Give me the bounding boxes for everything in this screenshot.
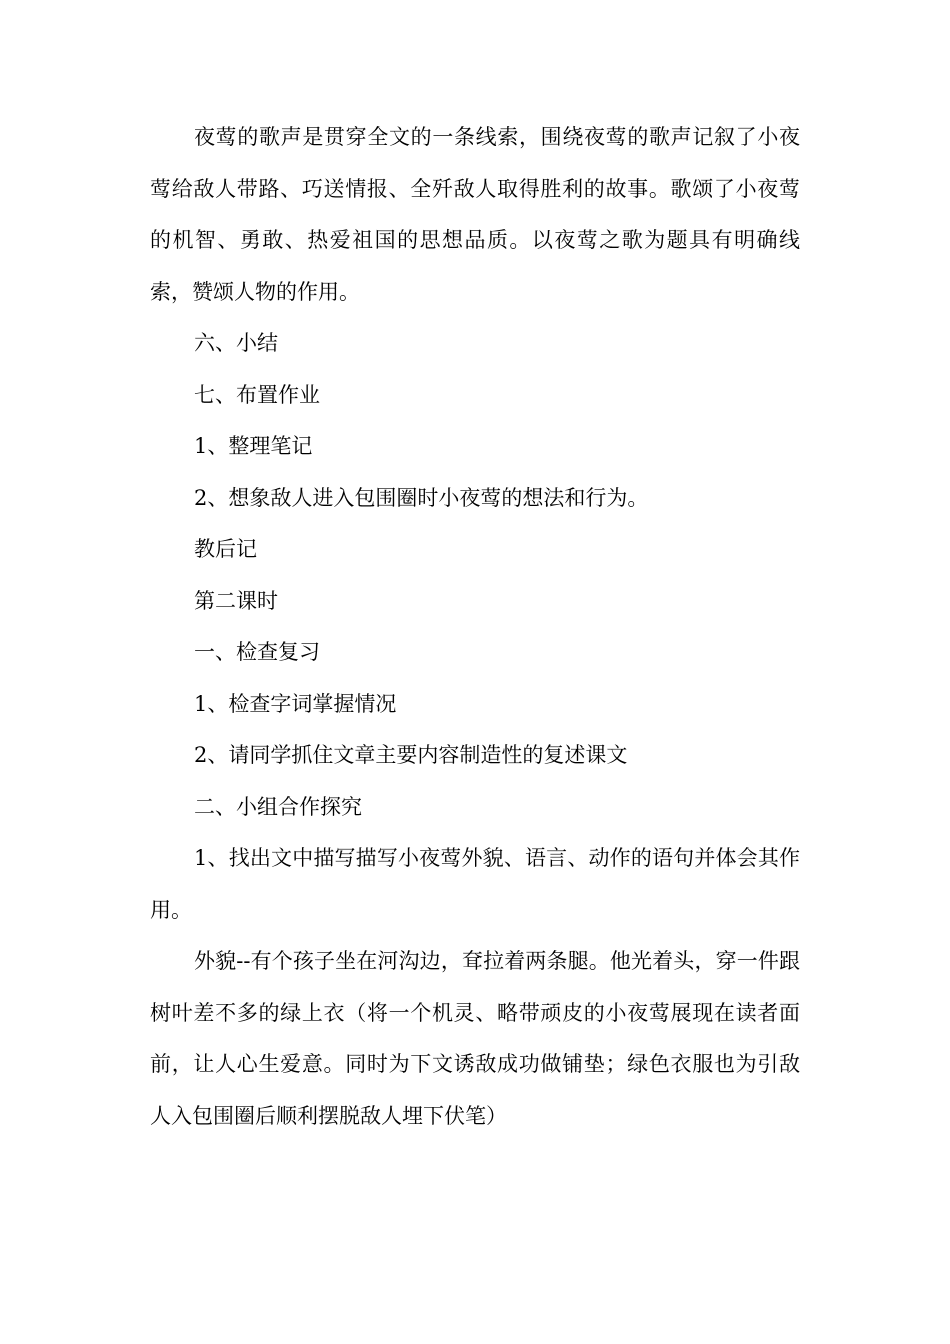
heading-teaching-notes: 教后记 xyxy=(194,537,257,561)
heading-group-inquiry: 二、小组合作探究 xyxy=(194,794,362,819)
paragraph-summary: 夜莺的歌声是贯穿全文的一条线索，围绕夜莺的歌声记叙了小夜莺给敌人带路、巧送情报、全歼敌人取得胜利的故事。歌颂了小夜莺的机智、勇敢、热爱祖国的思想品质。以夜莺之歌为题具有明确线索，赞颂人物的作用。 xyxy=(150,125,800,304)
paragraph-appearance: 外貌--有个孩子坐在河沟边，耷拉着两条腿。他光着头，穿一件跟树叶差不多的绿上衣（将一个机灵、略带顽皮的小夜莺展现在读者面前，让人心生爱意。同时为下文诱敌成功做铺垫；绿色衣服也为引敌人入包围圈后顺利摆脱敌人埋下伏笔） xyxy=(150,949,800,1128)
list-item-homework-2: 2、想象敌人进入包围圈时小夜莺的想法和行为。 xyxy=(194,485,649,510)
heading-second-lesson: 第二课时 xyxy=(194,588,278,613)
list-item-review-1: 1、检查字词掌握情况 xyxy=(194,691,397,716)
list-item-review-2: 2、请同学抓住文章主要内容制造性的复述课文 xyxy=(194,743,628,767)
heading-section-seven: 七、布置作业 xyxy=(194,382,320,407)
heading-section-six: 六、小结 xyxy=(194,331,278,355)
list-item-inquiry-1: 1、找出文中描写描写小夜莺外貌、语言、动作的语句并体会其作用。 xyxy=(150,846,800,922)
document-page xyxy=(150,112,800,1142)
heading-review: 一、检查复习 xyxy=(194,640,320,664)
list-item-homework-1: 1、整理笔记 xyxy=(194,434,313,458)
